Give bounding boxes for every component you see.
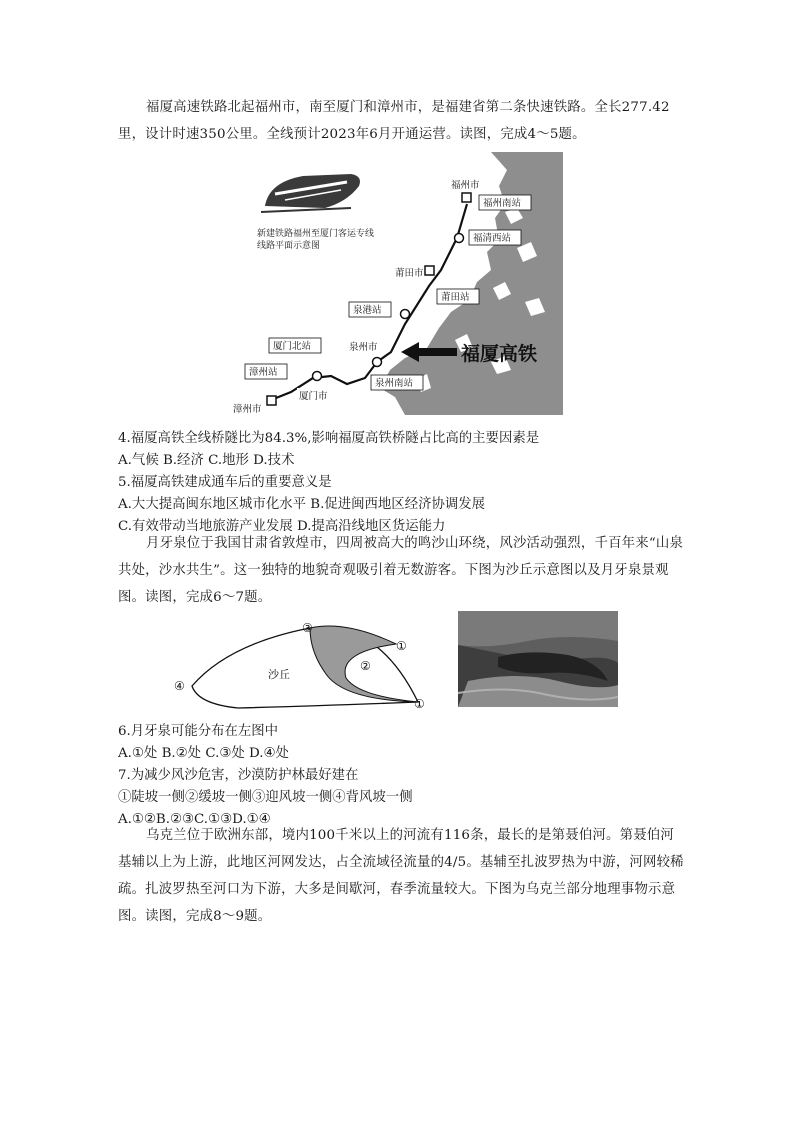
question-5-options-ab: A.大大提高闽东地区城市化水平 B.促进闽西地区经济协调发展 bbox=[118, 497, 486, 512]
crescent-spring-photo bbox=[458, 611, 618, 707]
zhangzhou-city-marker bbox=[267, 396, 276, 405]
label-quanzhou-south: 泉州南站 bbox=[375, 378, 414, 389]
quanzhou-south-marker bbox=[373, 358, 382, 367]
question-7-items: ①陡坡一侧②缓坡一侧③迎风坡一侧④背风坡一侧 bbox=[118, 790, 413, 805]
intro-paragraph-ukraine: 乌克兰位于欧洲东部，境内100千米以上的河流有116条，最长的是第聂伯河。第聂伯河基辅以上为上游，此地区河网发达，占全流域径流量的4/5。基辅至扎波罗热为中游，河网较稀疏。扎波罗热至河口为下游，大多是间歇河，春季流量较大。下图为乌克兰部分地理事物示意图。读图，完成8～9题。 bbox=[118, 828, 684, 924]
question-6: 6.月牙泉可能分布在左图中 bbox=[118, 724, 279, 739]
label-fuzhou-city: 福州市 bbox=[451, 180, 480, 191]
map-caption-line2: 线路平面示意图 bbox=[257, 241, 321, 251]
dune-diagram bbox=[168, 616, 438, 716]
railway-map bbox=[233, 152, 563, 415]
dune-mark-1-top: ① bbox=[396, 639, 407, 653]
quangang-marker bbox=[401, 310, 410, 319]
putian-city-marker bbox=[425, 266, 434, 275]
label-putian-station: 莆田站 bbox=[441, 292, 470, 303]
question-5-options-cd: C.有效带动当地旅游产业发展 D.提高沿线地区货运能力 bbox=[118, 519, 446, 534]
question-7-options: A.①②B.②③C.①③D.①④ bbox=[118, 812, 271, 827]
label-quangang: 泉港站 bbox=[353, 305, 382, 316]
map-caption-line1: 新建铁路福州至厦门客运专线 bbox=[257, 229, 375, 239]
dune-label: 沙丘 bbox=[268, 668, 290, 681]
question-7: 7.为减少风沙危害，沙漠防护林最好建在 bbox=[118, 768, 359, 783]
intro-paragraph-crescent-spring: 月牙泉位于我国甘肃省敦煌市，四周被高大的鸣沙山环绕，风沙活动强烈，千百年来“山泉共处，沙水共生”。这一独特的地貌奇观吸引着无数游客。下图为沙丘示意图以及月牙泉景观图。读图，完成6～7题。 bbox=[118, 536, 684, 605]
question-4: 4.福厦高铁全线桥隧比为84.3%,影响福厦高铁桥隧占比高的主要因素是 bbox=[118, 431, 540, 446]
intro-paragraph-railway: 福厦高速铁路北起福州市，南至厦门和漳州市，是福建省第二条快速铁路。全长277.42里，设计时速350公里。全线预计2023年6月开通运营。读图，完成4～5题。 bbox=[118, 100, 670, 142]
dune-mark-1-bottom: ① bbox=[414, 697, 425, 711]
label-xiamen-north: 厦门北站 bbox=[273, 341, 312, 352]
label-zhangzhou-station: 漳州站 bbox=[249, 367, 278, 378]
fuzhou-city-marker bbox=[462, 193, 471, 202]
dune-mark-2: ② bbox=[360, 659, 371, 673]
label-putian-city: 莆田市 bbox=[395, 268, 424, 279]
dune-mark-3: ③ bbox=[302, 621, 313, 635]
fuqing-west-marker bbox=[455, 234, 464, 243]
xiamen-north-marker bbox=[313, 372, 322, 381]
railway-map-svg bbox=[233, 152, 563, 415]
label-quanzhou-city: 泉州市 bbox=[349, 342, 378, 353]
question-6-options: A.①处 B.②处 C.③处 D.④处 bbox=[118, 746, 289, 761]
question-4-options: A.气候 B.经济 C.地形 D.技术 bbox=[118, 453, 295, 468]
label-zhangzhou-city: 漳州市 bbox=[233, 404, 262, 415]
arrow-label: 福厦高铁 bbox=[461, 343, 538, 365]
label-fuqing-west: 福清西站 bbox=[473, 233, 512, 244]
dune-diagram-svg bbox=[168, 616, 438, 716]
question-5: 5.福厦高铁建成通车后的重要意义是 bbox=[118, 475, 332, 490]
label-fuzhou-south: 福州南站 bbox=[483, 198, 522, 209]
crescent-spring-photo-svg bbox=[458, 611, 618, 707]
dune-mark-4: ④ bbox=[174, 679, 185, 693]
label-xiamen-city: 厦门市 bbox=[299, 391, 328, 402]
